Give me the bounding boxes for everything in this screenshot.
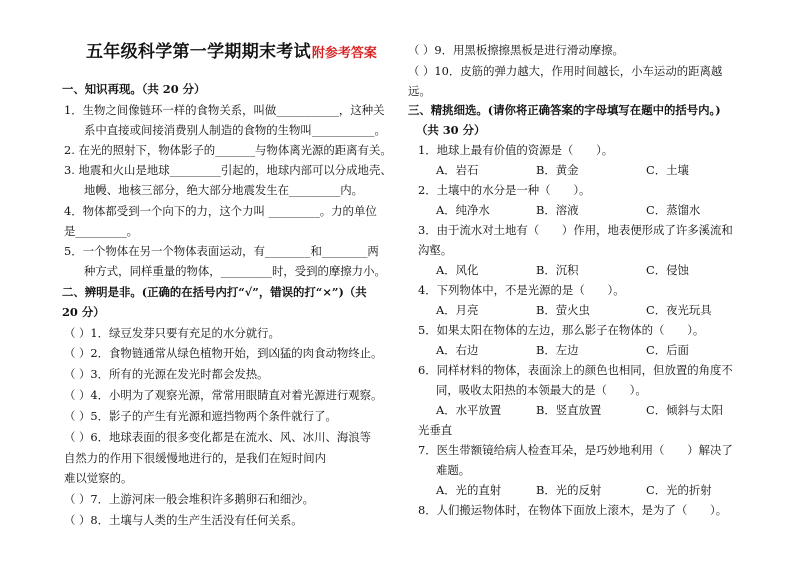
mc-q1-option-c: C．土壤 — [646, 163, 689, 177]
tf-item-10-line1: （ ）10．皮筋的弹力越大，作用时间越长，小车运动的距离越 — [408, 64, 723, 78]
mc-q6-option-c: C．倾斜与太阳 — [646, 403, 724, 417]
section-2-title-line2: 20 分） — [62, 305, 105, 319]
tf-item-5: （ ）5．影子的产生有光源和遮挡物两个条件就行了。 — [64, 409, 337, 423]
mc-q1: 1．地球上最有价值的资源是（ ）。 — [418, 143, 614, 157]
tf-item-7: （ ）7．上游河床一般会堆积许多鹅卵石和细沙。 — [64, 492, 315, 506]
tf-item-8: （ ）8．土壤与人类的生产生活没有任何关系。 — [64, 513, 303, 527]
answer-key-note: 附参考答案 — [311, 46, 377, 61]
tf-item-1: （ ）1．绿豆发芽只要有充足的水分就行。 — [64, 326, 280, 340]
section-2-title-line1: 二、辨明是非。(正确的在括号内打“√”，错误的打“×”)（共 — [62, 285, 367, 299]
mc-q7-option-a: A．光的直射 — [436, 483, 502, 497]
mc-q1-option-b: B．黄金 — [536, 163, 579, 177]
mc-q7-option-c: C．光的折射 — [646, 483, 712, 497]
tf-item-10-line2: 远。 — [408, 84, 431, 98]
fill-q1-line2: 系中直接或间接消费别人制造的食物的生物叫___________。 — [84, 123, 386, 137]
mc-q3-option-b: B．沉积 — [536, 263, 579, 277]
mc-q2-option-b: B．溶液 — [536, 203, 579, 217]
section-3-title-line1: 三、精挑细选。(请你将正确答案的字母填写在题中的括号内。) — [408, 103, 721, 117]
tf-item-6-line1: （ ）6．地球表面的很多变化都是在流水、风、冰川、海浪等 — [64, 430, 372, 444]
tf-item-2: （ ）2．食物链通常从绿色植物开始，到凶猛的肉食动物终止。 — [64, 346, 383, 360]
tf-item-9: （ ）9．用黑板擦擦黑板是进行滑动摩擦。 — [408, 43, 624, 57]
mc-q6-option-c-tail: 光垂直 — [418, 423, 453, 437]
fill-q4-line1: 4．物体都受到一个向下的力，这个力叫 _________。力的单位 — [64, 204, 377, 218]
mc-q4-option-c: C．夜光玩具 — [646, 303, 712, 317]
fill-q5-line1: 5．一个物体在另一个物体表面运动，有________和________两 — [64, 244, 379, 258]
mc-q3-line2: 沟壑。 — [418, 243, 453, 257]
mc-q5: 5．如果太阳在物体的左边，那么影子在物体的（ ）。 — [418, 323, 705, 337]
mc-q4-option-a: A．月亮 — [436, 303, 479, 317]
mc-q6-line2: 同，吸收太阳热的本领最大的是（ ）。 — [436, 383, 647, 397]
mc-q6-option-a: A．水平放置 — [436, 403, 502, 417]
mc-q2-option-a: A．纯净水 — [436, 203, 490, 217]
mc-q7-line1: 7．医生带额镜给病人检查耳朵，是巧妙地利用（ ）解决了 — [418, 443, 733, 457]
mc-q3-option-c: C．侵蚀 — [646, 263, 689, 277]
mc-q5-option-c: C．后面 — [646, 343, 689, 357]
mc-q1-option-a: A．岩石 — [436, 163, 479, 177]
mc-q5-option-a: A．右边 — [436, 343, 479, 357]
tf-item-3: （ ）3．所有的光源在发光时都会发热。 — [64, 367, 269, 381]
mc-q7-option-b: B．光的反射 — [536, 483, 602, 497]
mc-q6-line1: 6．同样材料的物体，表面涂上的颜色也相同，但放置的角度不 — [418, 363, 733, 377]
fill-q3-line1: 3. 地震和火山是地球_________引起的，地球内部可以分成地壳、 — [64, 163, 392, 177]
section-1-title: 一、知识再现。（共 20 分） — [62, 82, 206, 96]
mc-q2: 2．土壤中的水分是一种（ ）。 — [418, 183, 591, 197]
mc-q4: 4．下列物体中，不是光源的是（ ）。 — [418, 283, 625, 297]
mc-q3-option-a: A．风化 — [436, 263, 479, 277]
fill-q2: 2. 在光的照射下，物体影子的_______与物体离光源的距离有关。 — [64, 143, 392, 157]
tf-item-4: （ ）4．小明为了观察光源，常常用眼睛直对着光源进行观察。 — [64, 388, 383, 402]
fill-q5-line2: 种方式，同样重量的物体，_________时，受到的摩擦力小。 — [84, 264, 386, 278]
fill-q4-line2: 是_________。 — [64, 224, 139, 238]
fill-q1-line1: 1．生物之间像链环一样的食物关系，叫做___________，这种关 — [64, 103, 385, 117]
mc-q5-option-b: B．左边 — [536, 343, 579, 357]
section-3-title-line2: （共 30 分） — [416, 123, 486, 137]
exam-title: 五年级科学第一学期期末考试 — [86, 42, 311, 62]
mc-q6-option-b: B．竖直放置 — [536, 403, 602, 417]
tf-item-6-line2: 自然力的作用下很缓慢地进行的，是我们在短时间内 — [64, 451, 326, 465]
mc-q4-option-b: B．萤火虫 — [536, 303, 590, 317]
fill-q3-line2: 地幔、地核三部分，绝大部分地震发生在_________内。 — [84, 183, 364, 197]
mc-q7-line2: 难题。 — [436, 463, 471, 477]
mc-q2-option-c: C．蒸馏水 — [646, 203, 701, 217]
exam-header — [86, 37, 377, 62]
tf-item-6-line3: 难以觉察的。 — [64, 471, 133, 485]
mc-q8: 8．人们搬运物体时，在物体下面放上滚木，是为了（ ）。 — [418, 503, 728, 517]
mc-q3-line1: 3．由于流水对土地有（ ）作用，地表便形成了许多溪流和 — [418, 223, 733, 237]
